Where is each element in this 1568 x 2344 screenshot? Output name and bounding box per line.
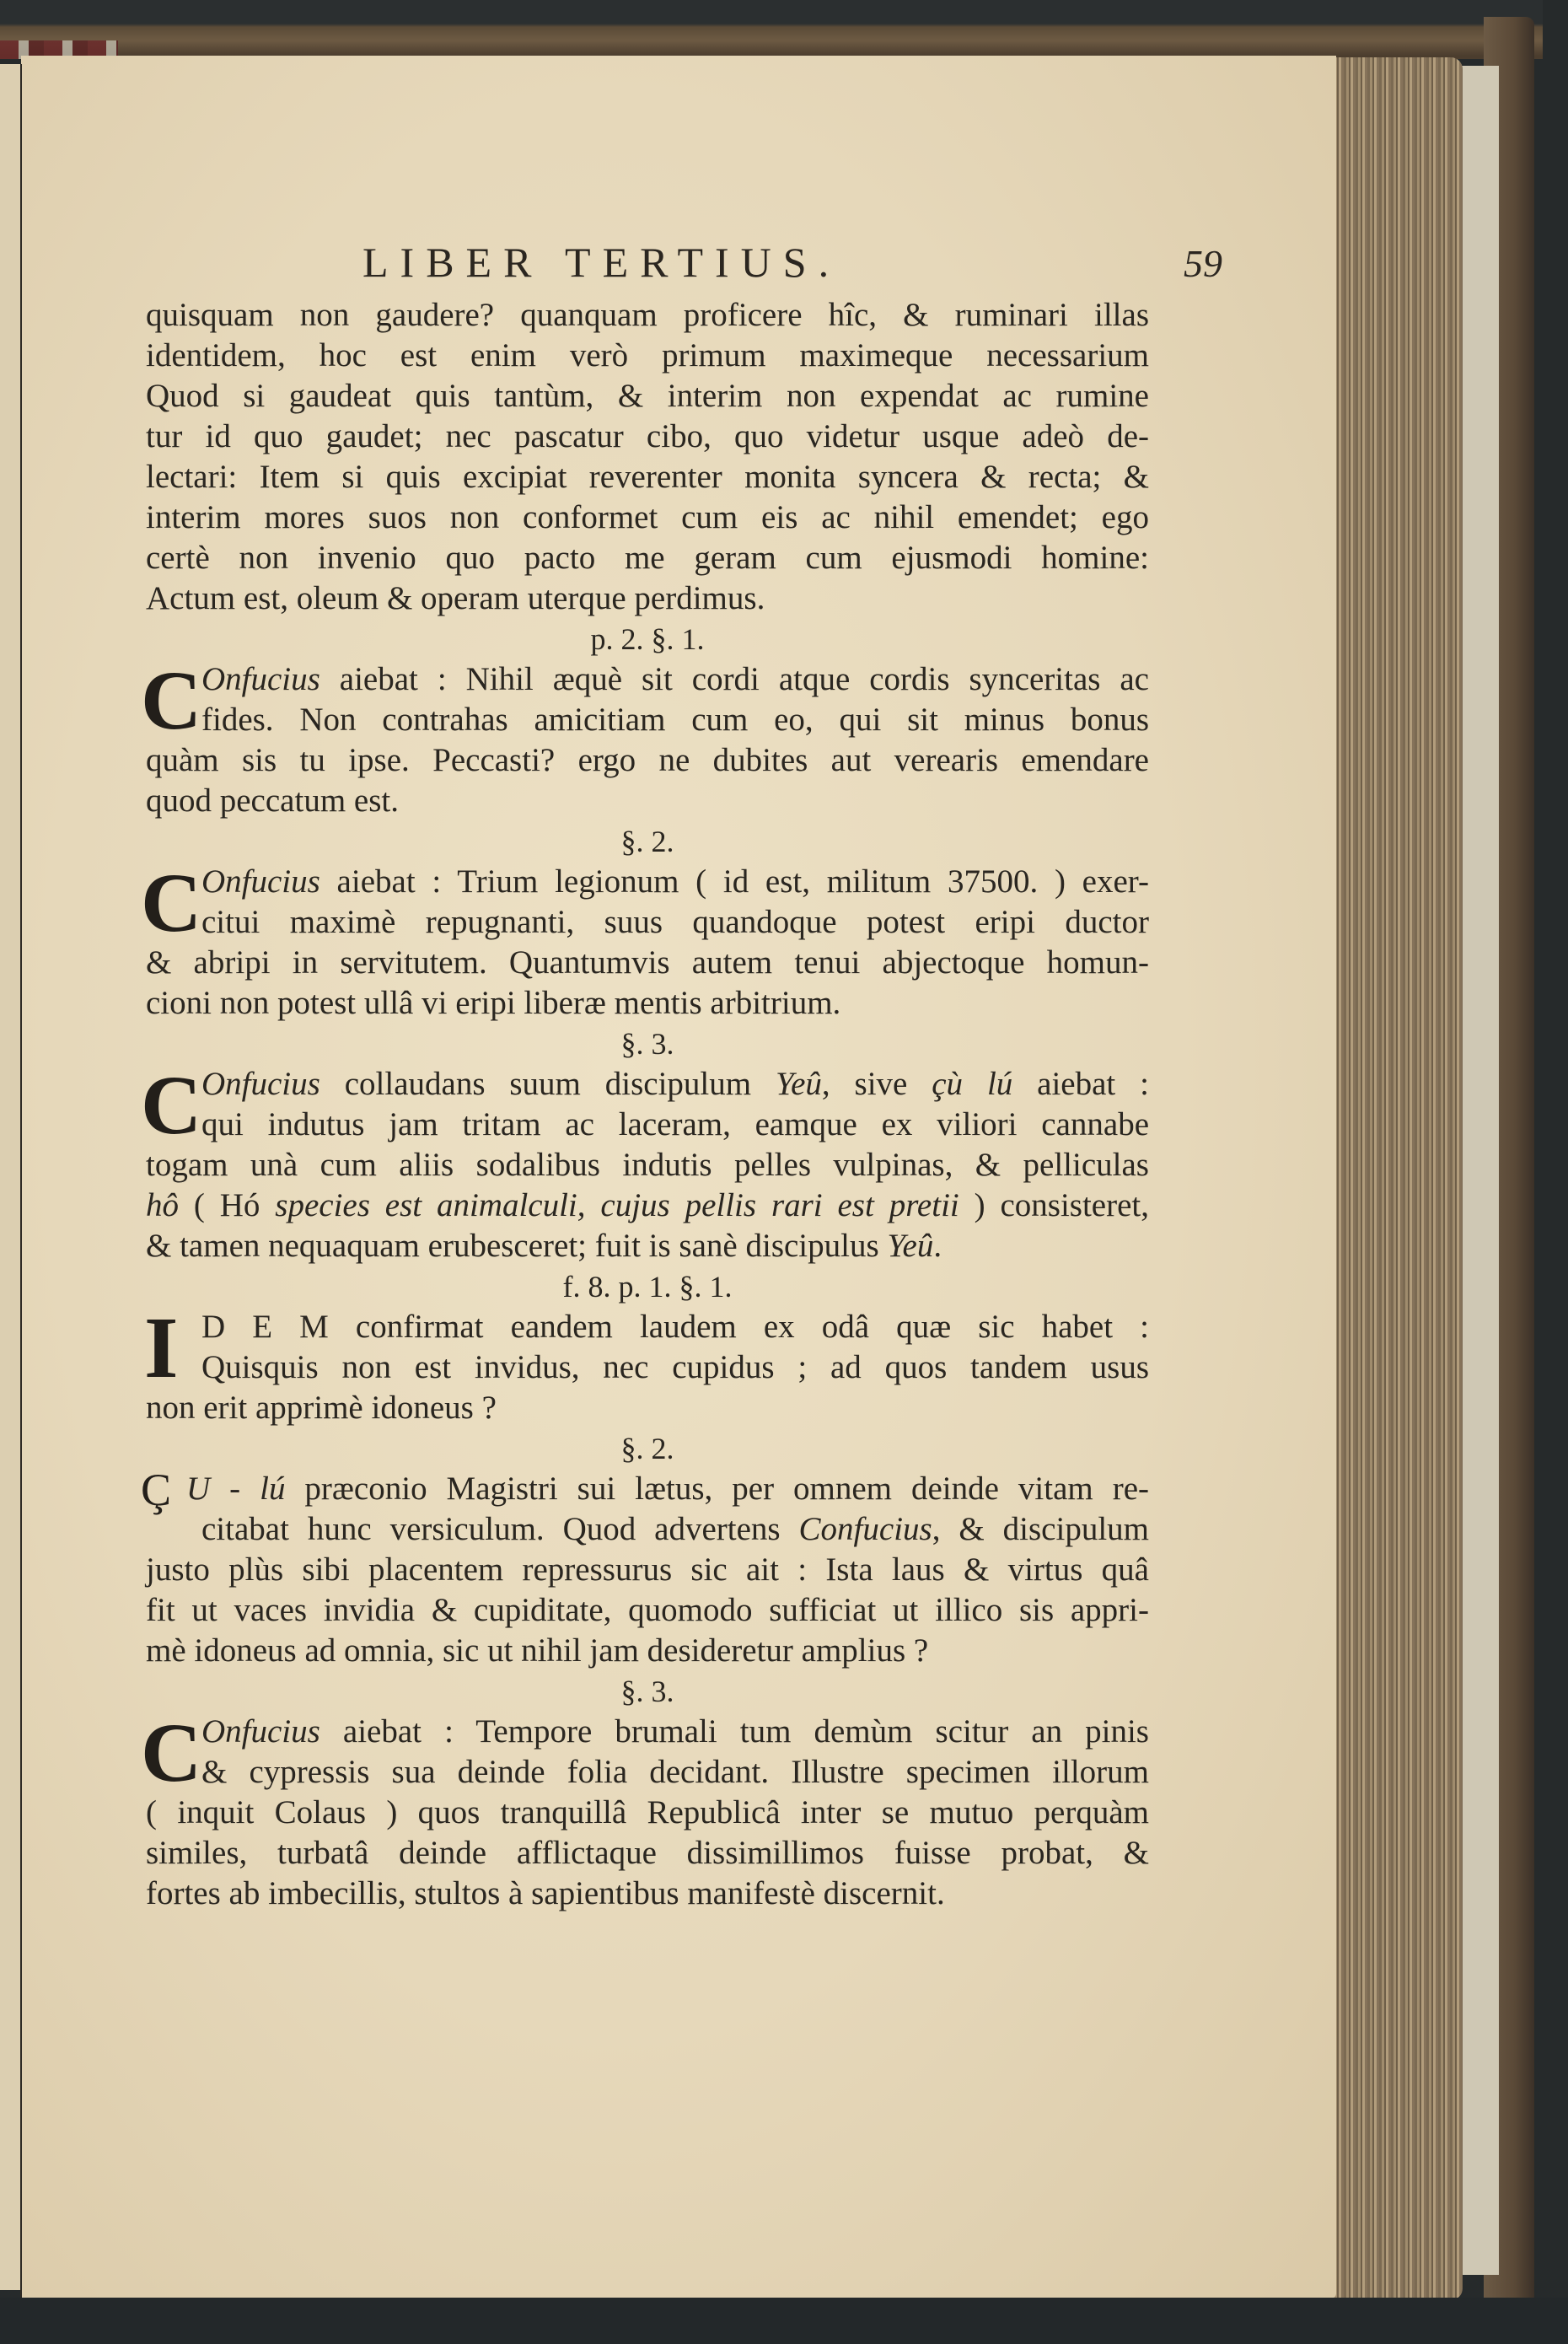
- text-line: fides. Non contrahas amicitiam cum eo, qui sit minus bonus: [201, 702, 1149, 738]
- text-run: aiebat :: [1012, 1066, 1149, 1102]
- text-run: aiebat : Trium legionum ( id est, militum 37500. ) exer-: [320, 863, 1149, 900]
- text-line: ( inquit Colaus ) quos tranquillâ Republicâ inter se mutuo perquàm: [146, 1794, 1149, 1831]
- italic-name: hô: [146, 1187, 179, 1223]
- page-number: 59: [1184, 242, 1222, 285]
- text-run: & tamen nequaquam erubesceret; fuit is sanè discipulus: [146, 1228, 888, 1264]
- paragraph: [144, 1299, 1149, 1428]
- text-line: [146, 1712, 1149, 1752]
- text-block: [141, 295, 1150, 1914]
- text-run: ) consisteret,: [959, 1187, 1150, 1223]
- italic-name: Onfucius: [201, 1713, 320, 1750]
- section-heading: p. 2. §. 1.: [590, 622, 705, 656]
- drop-cap: C: [141, 856, 202, 949]
- text-line: & abripi in servitutem. Quantumvis autem tenui abjectoque homun-: [146, 944, 1149, 981]
- text-line: [146, 862, 1149, 902]
- text-run: citabat hunc versiculum. Quod advertens: [201, 1511, 799, 1547]
- text-line: [146, 1469, 1149, 1509]
- text-line: [146, 659, 1149, 700]
- drop-cap: Ç: [141, 1465, 172, 1515]
- text-line: certè non invenio quo pacto me geram cum ejusmodi homine:: [146, 540, 1149, 576]
- text-line: interim mores suos non conformet cum eis ac nihil emendet; ego: [146, 499, 1149, 535]
- text-run: collaudans suum discipulum: [320, 1066, 776, 1102]
- text-line: identidem, hoc est enim verò primum maximeque necessarium: [146, 337, 1149, 374]
- text-line: cioni non potest ullâ vi eripi liberæ mentis arbitrium.: [146, 985, 841, 1021]
- text-line: tur id quo gaudet; nec pascatur cibo, quo videtur usque adeò de-: [146, 418, 1149, 454]
- italic-gloss: species est animalculi, cujus pellis rari est pretii: [275, 1187, 959, 1223]
- text-line: justo plùs sibi placentem repressurus sic ait : Ista laus & virtus quâ: [146, 1551, 1149, 1588]
- italic-name: Confucius: [798, 1511, 932, 1547]
- text-run: aiebat : Tempore brumali tum demùm scitur an pinis: [320, 1713, 1149, 1750]
- paragraph: [141, 1465, 1149, 1671]
- text-line: [146, 1064, 1149, 1105]
- italic-name: Yeû: [887, 1228, 934, 1264]
- drop-cap: C: [141, 653, 202, 747]
- paragraph: [141, 1706, 1149, 1914]
- text-run: aiebat : Nihil æquè sit cordi atque cordis synceritas ac: [320, 661, 1149, 697]
- text-line: fortes ab imbecillis, stultos à sapientibus manifestè discernit.: [146, 1875, 945, 1911]
- paragraph: [141, 856, 1149, 1024]
- running-head: LIBER TERTIUS.: [362, 239, 841, 286]
- italic-name: Onfucius: [201, 863, 320, 900]
- text-line: Quisquis non est invidus, nec cupidus ; ad quos tandem usus: [201, 1349, 1149, 1385]
- drop-cap: I: [144, 1299, 179, 1396]
- text-line: citui maximè repugnanti, suus quandoque potest eripi ductor: [201, 904, 1149, 940]
- text-line: non erit apprimè idoneus ?: [146, 1390, 497, 1426]
- text-line: Actum est, oleum & operam uterque perdimus.: [146, 580, 765, 616]
- italic-name: çù lú: [932, 1066, 1013, 1102]
- text-line: quisquam non gaudere? quanquam proficere hîc, & ruminari illas: [146, 297, 1149, 333]
- section-heading: f. 8. p. 1. §. 1.: [562, 1270, 733, 1304]
- text-line: Quod si gaudeat quis tantùm, & interim non expendat ac rumine: [146, 378, 1149, 414]
- text-run: præconio Magistri sui lætus, per omnem deinde vitam re-: [285, 1470, 1149, 1507]
- text-line: quod peccatum est.: [146, 782, 399, 819]
- text-line: [146, 1509, 1149, 1550]
- text-line: togam unà cum aliis sodalibus indutis pelles vulpinas, & pelliculas: [146, 1147, 1149, 1183]
- text-line: similes, turbatâ deinde afflictaque dissimillimos fuisse probat, &: [146, 1835, 1149, 1871]
- text-line: & cypressis sua deinde folia decidant. Illustre specimen illorum: [201, 1754, 1149, 1790]
- text-run: , sive: [821, 1066, 932, 1102]
- continuation-paragraph: [146, 295, 1149, 619]
- text-run: , & discipulum: [932, 1511, 1149, 1547]
- text-line: mè idoneus ad omnia, sic ut nihil jam desideretur amplius ?: [146, 1632, 929, 1669]
- section-heading: §. 3.: [620, 1027, 674, 1061]
- italic-name: Onfucius: [201, 661, 320, 697]
- italic-name: Yeû: [775, 1066, 822, 1102]
- text-line: [146, 1185, 1149, 1226]
- section-heading: §. 3.: [620, 1675, 674, 1708]
- drop-cap: C: [141, 1058, 202, 1152]
- text-run: .: [933, 1228, 942, 1264]
- text-line: D E M confirmat eandem laudem ex odâ quæ sic habet :: [201, 1309, 1149, 1345]
- text-line: fit ut vaces invidia & cupiditate, quomodo sufficiat ut illico sis appri-: [146, 1592, 1149, 1628]
- section-heading: §. 2.: [620, 1432, 674, 1465]
- italic-name: U - lú: [186, 1470, 286, 1507]
- text-line: qui indutus jam tritam ac laceram, eamque ex viliori cannabe: [201, 1106, 1149, 1142]
- text-run: ( Hó: [179, 1187, 276, 1223]
- drop-cap: C: [141, 1706, 202, 1799]
- text-line: [146, 1226, 1149, 1266]
- text-line: lectari: Item si quis excipiat reverenter monita syncera & recta; &: [146, 459, 1149, 495]
- text-line: quàm sis tu ipse. Peccasti? ergo ne dubites aut verearis emendare: [146, 742, 1149, 778]
- paragraph: [141, 653, 1149, 821]
- section-heading: §. 2.: [620, 825, 674, 858]
- paragraph: [141, 1058, 1150, 1266]
- italic-name: Onfucius: [201, 1066, 320, 1102]
